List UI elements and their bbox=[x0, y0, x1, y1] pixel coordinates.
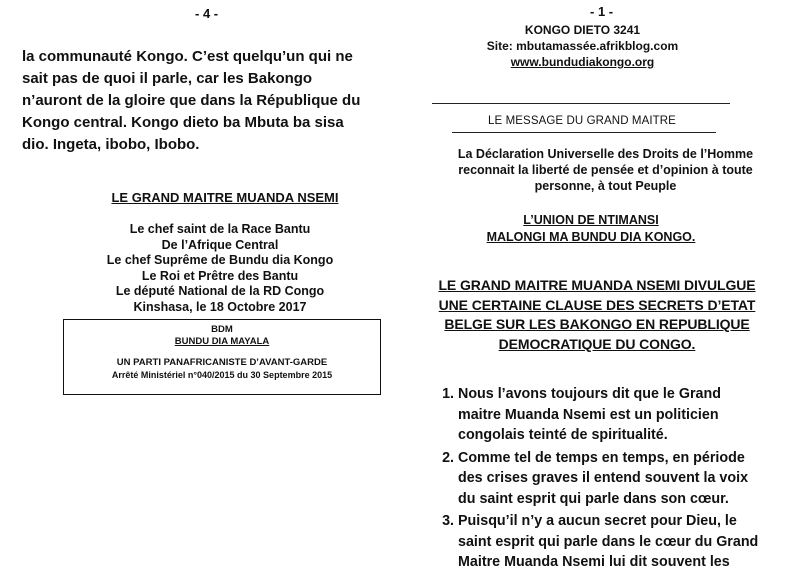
headline-line: UNE CERTAINE CLAUSE DES SECRETS D’ETAT bbox=[438, 296, 756, 313]
list-line: des crises graves il entend souvent la voix bbox=[458, 470, 749, 486]
numbered-list bbox=[428, 384, 788, 575]
intro-line: n’auront de la gloire que dans la République du bbox=[22, 92, 361, 109]
list-item-number: 3. bbox=[442, 513, 454, 529]
signature-line: Le député National de la RD Congo bbox=[115, 284, 325, 298]
party-abbrev: BDM bbox=[211, 324, 233, 335]
list-item bbox=[428, 448, 788, 510]
headline-line: BELGE SUR LES BAKONGO EN REPUBLIQUE bbox=[444, 316, 750, 332]
masthead-url-link[interactable]: www.bundudiakongo.org bbox=[510, 55, 655, 69]
message-title: LE MESSAGE DU GRAND MAITRE bbox=[488, 115, 676, 127]
signature-block bbox=[60, 222, 380, 315]
list-item-text bbox=[458, 448, 788, 510]
masthead-site: Site: mbutamassée.afrikblog.com bbox=[486, 39, 679, 53]
list-line: Nous l’avons toujours dit que le Grand bbox=[458, 386, 721, 402]
intro-paragraph bbox=[22, 46, 382, 156]
list-item-number: 1. bbox=[442, 386, 454, 402]
list-line: maitre Muanda Nsemi est un politicien bbox=[458, 406, 719, 423]
party-decree: Arrêté Ministériel n°040/2015 du 30 Septembre 2015 bbox=[111, 370, 333, 380]
list-item-number: 2. bbox=[442, 449, 454, 466]
left-page-number: - 4 - bbox=[195, 6, 219, 21]
message-title-underline bbox=[452, 132, 716, 133]
signature-date: Kinshasa, le 18 Octobre 2017 bbox=[133, 299, 307, 314]
signature-line: Le Roi et Prêtre des Bantu bbox=[141, 268, 299, 283]
list-item-text bbox=[458, 511, 788, 573]
intro-line: sait pas de quoi il parle, car les Bakongo bbox=[22, 70, 313, 87]
masthead-title: KONGO DIETO 3241 bbox=[524, 23, 641, 37]
list-line: Maitre Muanda Nsemi lui dit souvent les bbox=[458, 554, 730, 570]
right-page-number: - 1 - bbox=[590, 4, 614, 19]
list-item-text bbox=[458, 384, 788, 446]
masthead bbox=[435, 22, 730, 70]
intro-line: dio. Ingeta, ibobo, Ibobo. bbox=[22, 136, 200, 153]
union-heading bbox=[445, 212, 737, 246]
intro-line: Kongo central. Kongo dieto ba Mbuta ba sisa bbox=[22, 114, 344, 131]
headline-line: LE GRAND MAITRE MUANDA NSEMI DIVULGUE bbox=[438, 277, 756, 293]
signature-title: LE GRAND MAITRE MUANDA NSEMI bbox=[111, 190, 339, 205]
intro-line: la communauté Kongo. C’est quelqu’un qui ne bbox=[22, 48, 353, 65]
union-line: MALONGI MA BUNDU DIA KONGO. bbox=[486, 230, 696, 244]
signature-line: De l’Afrique Central bbox=[161, 237, 279, 252]
signature-line: Le chef saint de la Race Bantu bbox=[129, 222, 311, 236]
declaration-line: La Déclaration Universelle des Droits de l’Homme bbox=[457, 147, 754, 161]
headline-line: DEMOCRATIQUE DU CONGO. bbox=[498, 335, 696, 352]
list-line: Puisqu’il n’y a aucun secret pour Dieu, le bbox=[458, 513, 737, 529]
party-box bbox=[63, 319, 381, 395]
declaration-line: personne, à tout Peuple bbox=[534, 179, 677, 193]
list-line: congolais teinté de spiritualité. bbox=[458, 427, 668, 443]
party-tagline: UN PARTI PANAFRICANISTE D’AVANT-GARDE bbox=[116, 357, 328, 368]
list-item bbox=[428, 384, 788, 446]
list-line: du saint esprit qui parle dans son cœur. bbox=[458, 490, 729, 507]
list-item bbox=[428, 511, 788, 573]
declaration-line: reconnait la liberté de pensée et d’opinion à toute bbox=[458, 163, 753, 177]
signature-line: Le chef Suprême de Bundu dia Kongo bbox=[106, 253, 334, 267]
article-headline bbox=[412, 276, 782, 354]
party-name: BUNDU DIA MAYALA bbox=[174, 336, 270, 347]
masthead-divider bbox=[432, 103, 730, 104]
list-line: saint esprit qui parle dans le cœur du Grand bbox=[458, 533, 759, 550]
declaration-text bbox=[418, 146, 793, 194]
list-line: Comme tel de temps en temps, en période bbox=[458, 449, 745, 466]
union-line: L’UNION DE NTIMANSI bbox=[523, 213, 659, 227]
